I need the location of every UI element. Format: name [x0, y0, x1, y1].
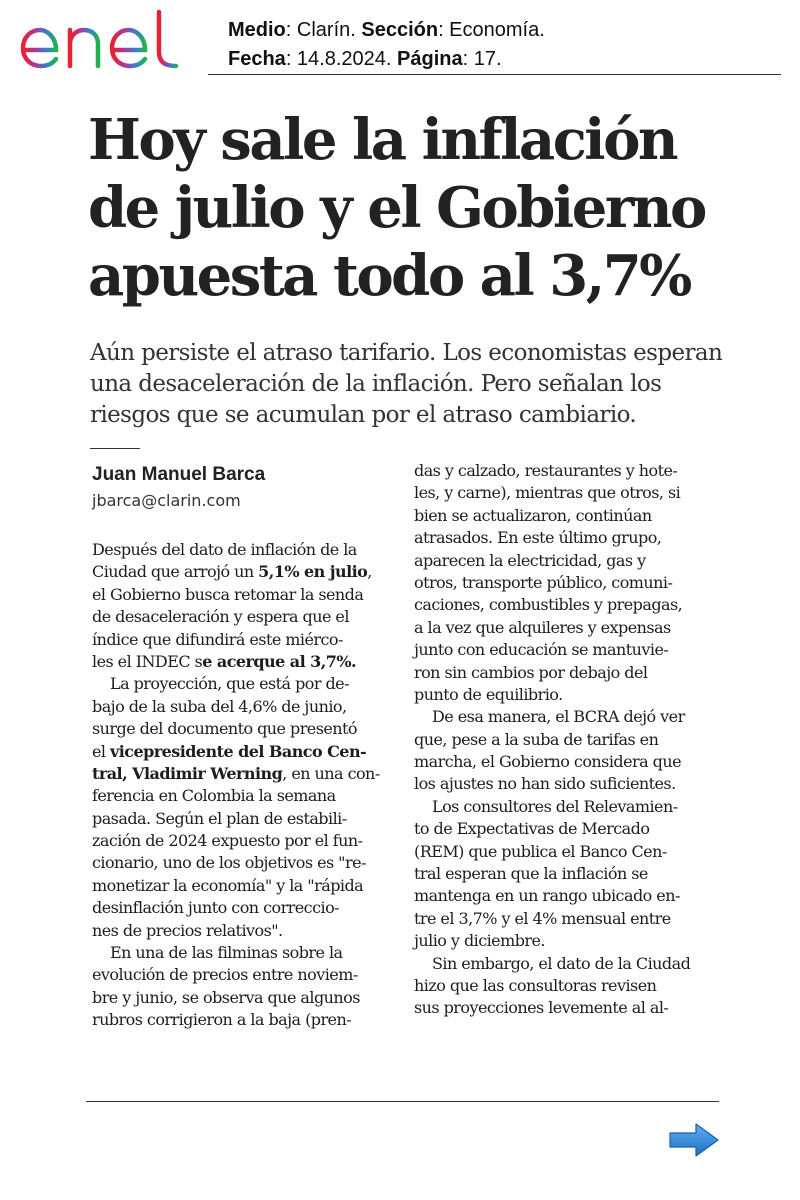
text-fragment: el: [92, 741, 111, 761]
text-line: cionario, uno de los objetivos es "re-: [92, 853, 366, 873]
text-line: desinflación junto con correccio-: [92, 898, 340, 918]
text-line: aparecen la electricidad, gas y: [414, 550, 646, 570]
article-column-left: [92, 539, 392, 1032]
subhead-line: una desaceleración de la inflación. Pero señalan los: [90, 371, 662, 397]
article-column-right: [414, 460, 714, 1020]
medio-label: Medio: [228, 19, 286, 41]
highlight-text: vicepresidente del Banco Cen-: [110, 741, 367, 761]
svg-text:enel: enel: [18, 72, 21, 73]
text-line: de desaceleración y espera que el: [92, 607, 349, 627]
fecha-value: : 14.8.2024.: [285, 48, 398, 70]
text-line: nes de precios relativos".: [92, 920, 283, 940]
text-line: bien se actualizaron, continúan: [414, 505, 652, 525]
text-line: ron sin cambios por debajo del: [414, 662, 648, 682]
text-fragment: , en una con-: [282, 763, 380, 783]
fecha-label: Fecha: [228, 48, 286, 70]
text-line: monetizar la economía" y la "rápida: [92, 875, 364, 895]
text-line: a la vez que alquileres y expensas: [414, 617, 671, 637]
text-line: pasada. Según el plan de estabili-: [92, 808, 347, 828]
footer-divider: [86, 1101, 719, 1102]
byline-divider: [90, 448, 140, 449]
text-line: punto de equilibrio.: [414, 684, 563, 704]
text-line: los ajustes no han sido suficientes.: [414, 774, 676, 794]
text-line: [92, 741, 392, 763]
header-divider: [208, 74, 781, 75]
text-line: zación de 2024 expuesto por el fun-: [92, 831, 363, 851]
text-line: Después del dato de inflación de la: [92, 540, 357, 559]
seccion-value: : Economía.: [438, 19, 545, 41]
headline-line: apuesta todo al 3,7%: [88, 243, 690, 309]
text-line: sus proyecciones levemente al al-: [414, 998, 669, 1018]
text-line: (REM) que publica el Banco Cen-: [414, 841, 667, 861]
enel-logo: [18, 8, 193, 73]
publication-meta: [228, 16, 545, 74]
text-line: rubros corrigieron a la baja (pren-: [92, 1010, 352, 1030]
text-line: otros, transporte público, comuni-: [414, 572, 673, 592]
pagina-value: : 17.: [462, 48, 502, 70]
text-line: índice que difundirá este miérco-: [92, 629, 343, 649]
text-line: La proyección, que está por de-: [110, 674, 349, 694]
text-line: bajo de la suba del 4,6% de junio,: [92, 696, 347, 716]
text-line: surge del documento que presentó: [92, 719, 358, 739]
text-fragment: les el INDEC s: [92, 651, 203, 671]
text-line: atrasados. En este último grupo,: [414, 528, 662, 548]
text-line: que, pese a la suba de tarifas en: [414, 729, 659, 749]
text-line: el Gobierno busca retomar la senda: [92, 584, 364, 604]
text-line: to de Expectativas de Mercado: [414, 819, 650, 839]
subhead-line: Aún persiste el atraso tarifario. Los economistas esperan: [90, 340, 723, 366]
text-line: marcha, el Gobierno considera que: [414, 752, 681, 772]
text-line: evolución de precios entre noviem-: [92, 965, 358, 985]
author-name: Juan Manuel Barca: [92, 464, 266, 485]
text-line: les, y carne), mientras que otros, si: [414, 483, 681, 503]
text-line: [92, 651, 392, 673]
text-line: ferencia en Colombia la semana: [92, 786, 336, 806]
arrow-right-icon[interactable]: [668, 1122, 720, 1158]
headline-line: Hoy sale la inflación: [88, 107, 677, 173]
text-line: hizo que las consultoras revisen: [414, 975, 657, 995]
text-line: das y calzado, restaurantes y hote-: [414, 461, 678, 480]
subhead-line: riesgos que se acumulan por el atraso cambiario.: [90, 402, 637, 428]
text-line: Sin embargo, el dato de la Ciudad: [432, 953, 691, 973]
pagina-label: Página: [397, 48, 463, 70]
headline: [88, 106, 778, 310]
highlight-text: e acerque al 3,7%.: [202, 651, 356, 671]
headline-line: de julio y el Gobierno: [88, 175, 705, 241]
text-line: [92, 561, 392, 583]
text-line: [92, 763, 392, 785]
text-line: mantenga en un rango ubicado en-: [414, 886, 680, 906]
text-line: bre y junio, se observa que algunos: [92, 987, 360, 1007]
text-line: julio y diciembre.: [414, 931, 545, 951]
highlight-text: tral, Vladimir Werning: [92, 763, 283, 783]
author-email: jbarca@clarin.com: [92, 491, 241, 510]
text-line: De esa manera, el BCRA dejó ver: [432, 707, 685, 727]
text-line: Los consultores del Relevamien-: [432, 796, 678, 816]
text-line: caciones, combustibles y prepagas,: [414, 595, 683, 615]
text-line: junto con educación se mantuvie-: [414, 640, 669, 660]
text-line: tre el 3,7% y el 4% mensual entre: [414, 908, 671, 928]
seccion-label: Sección: [361, 19, 439, 41]
text-line: En una de las filminas sobre la: [110, 943, 343, 963]
subheadline: [90, 338, 780, 431]
highlight-text: 5,1% en julio: [258, 562, 368, 582]
text-line: tral esperan que la inflación se: [414, 864, 648, 884]
medio-value: : Clarín.: [285, 19, 362, 41]
text-fragment: ,: [367, 562, 372, 582]
text-fragment: Ciudad que arrojó un: [92, 562, 259, 582]
